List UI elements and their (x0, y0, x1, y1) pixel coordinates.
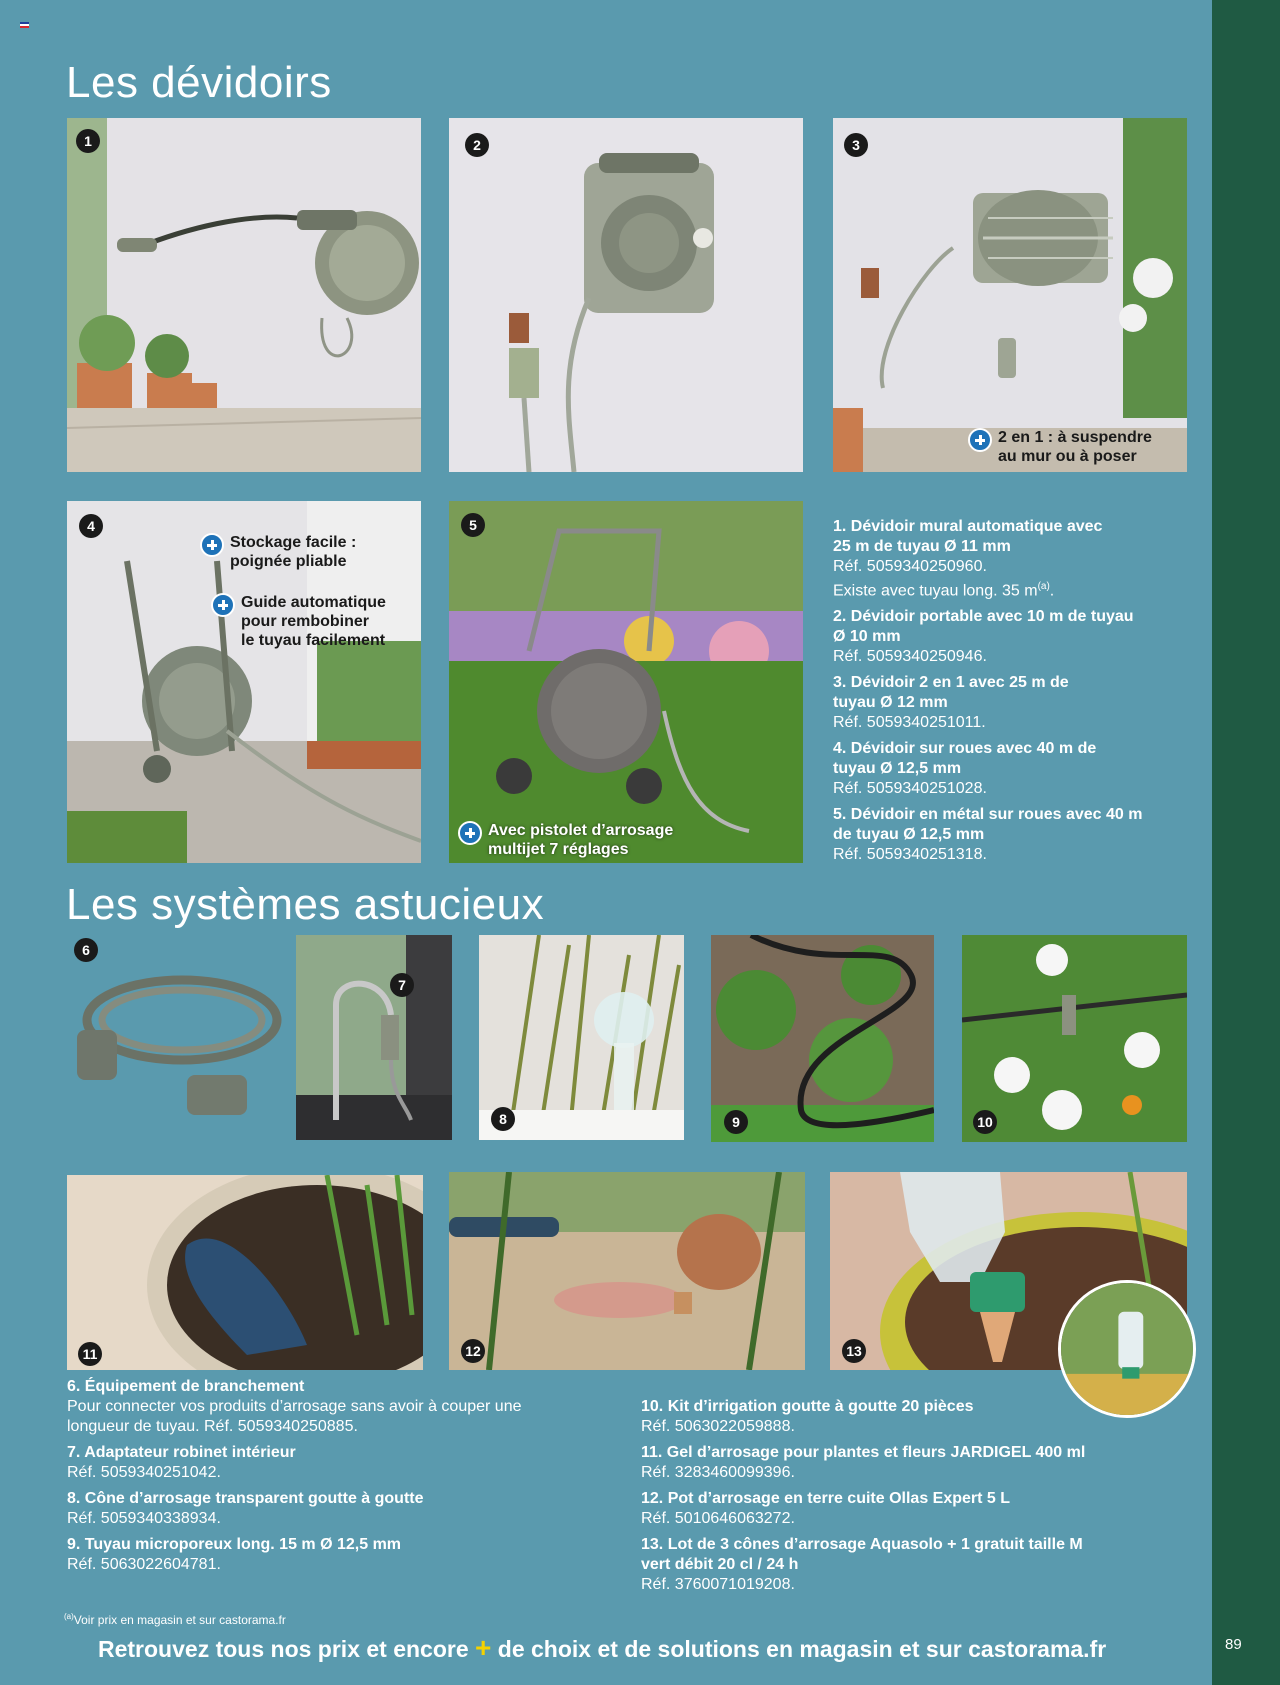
product-desc-11: 11. Gel d’arrosage pour plantes et fleurs JARDIGEL 400 ml Réf. 3283460099396. (641, 1444, 1086, 1481)
product-desc-4: 4. Dévidoir sur roues avec 40 m de tuyau Ø 12,5 mm Réf. 5059340251028. (833, 740, 1097, 798)
product-desc-10: 10. Kit d’irrigation goutte à goutte 20 pièces Réf. 5063022059888. (641, 1398, 974, 1435)
plus-icon (211, 593, 235, 617)
product-desc-1: 1. Dévidoir mural automatique avec 25 m de tuyau Ø 11 mm Réf. 5059340250960. Existe avec tuyau long. 35 $m^{(a)}$. (833, 518, 1103, 600)
product-desc-7: 7. Adaptateur robinet intérieur Réf. 5059340251042. (67, 1444, 296, 1481)
badge-4: 4 (79, 514, 103, 538)
flag-icon (20, 22, 29, 28)
product-desc-8: 8. Cône d’arrosage transparent goutte à goutte Réf. 5059340338934. (67, 1490, 424, 1527)
callout-5 (458, 821, 673, 859)
badge-8: 8 (491, 1107, 515, 1131)
badge-10: 10 (973, 1110, 997, 1134)
product-photo-2 (449, 118, 803, 472)
product-photo-10 (962, 935, 1187, 1142)
callout-4a (200, 533, 356, 571)
footer-banner: Retrouvez tous nos prix et encore + de choix et de solutions en magasin et sur castorama.fr (98, 1632, 1107, 1663)
product-photo-6 (67, 935, 292, 1140)
badge-13: 13 (842, 1339, 866, 1363)
product-photo-9 (711, 935, 934, 1142)
product-photo-7 (296, 935, 452, 1140)
product-photo-3 (833, 118, 1187, 472)
footnote: $^{(a)}$Voir prix en magasin et sur castorama.fr (64, 1612, 286, 1627)
badge-7: 7 (390, 973, 414, 997)
product-desc-2: 2. Dévidoir portable avec 10 m de tuyau Ø 10 mm Réf. 5059340250946. (833, 608, 1134, 666)
badge-9: 9 (724, 1110, 748, 1134)
badge-1: 1 (76, 129, 100, 153)
callout-3 (968, 428, 1152, 466)
products-systemes-list-right (641, 1397, 1181, 1601)
product-desc-5: 5. Dévidoir en métal sur roues avec 40 m de tuyau Ø 12,5 mm Réf. 5059340251318. (833, 806, 1143, 864)
product-photo-5 (449, 501, 803, 863)
callout-4b-text: Guide automatique pour rembobiner le tuyau facilement (241, 594, 386, 649)
right-sidebar-band (1212, 0, 1280, 1685)
badge-11: 11 (78, 1342, 102, 1366)
plus-icon (968, 428, 992, 452)
product-desc-6: 6. Équipement de branchement Pour connecter vos produits d’arrosage sans avoir à couper une longueur de tuyau. Réf. 5059340250885. (67, 1378, 522, 1435)
products-devidoirs-list (833, 517, 1203, 871)
product-desc-12: 12. Pot d’arrosage en terre cuite Ollas Expert 5 L Réf. 5010646063272. (641, 1490, 1011, 1527)
callout-3-text: 2 en 1 : à suspendre au mur ou à poser (998, 429, 1152, 465)
plus-icon: + (475, 1632, 492, 1663)
section-title-systemes: Les systèmes astucieux (66, 880, 545, 929)
plus-icon (200, 533, 224, 557)
products-systemes-list-left (67, 1377, 627, 1581)
section-title-devidoirs: Les dévidoirs (66, 58, 332, 107)
badge-3: 3 (844, 133, 868, 157)
product-desc-3: 3. Dévidoir 2 en 1 avec 25 m de tuyau Ø 12 mm Réf. 5059340251011. (833, 674, 1069, 732)
plus-icon (458, 821, 482, 845)
product-desc-13: 13. Lot de 3 cônes d’arrosage Aquasolo + 1 gratuit taille M vert débit 20 cl / 24 h Réf. 3760071019208. (641, 1536, 1083, 1593)
page-number: 89 (1225, 1636, 1242, 1653)
product-photo-11 (67, 1175, 423, 1370)
product-photo-12 (449, 1172, 805, 1370)
badge-5: 5 (461, 513, 485, 537)
callout-4a-text: Stockage facile : poignée pliable (230, 534, 357, 570)
badge-12: 12 (461, 1339, 485, 1363)
product-desc-9: 9. Tuyau microporeux long. 15 m Ø 12,5 mm Réf. 5063022604781. (67, 1536, 402, 1573)
callout-5-text: Avec pistolet d’arrosage multijet 7 réglages (488, 822, 674, 858)
callout-4b (211, 593, 386, 650)
badge-2: 2 (465, 133, 489, 157)
product-photo-1 (67, 118, 421, 472)
badge-6: 6 (74, 938, 98, 962)
